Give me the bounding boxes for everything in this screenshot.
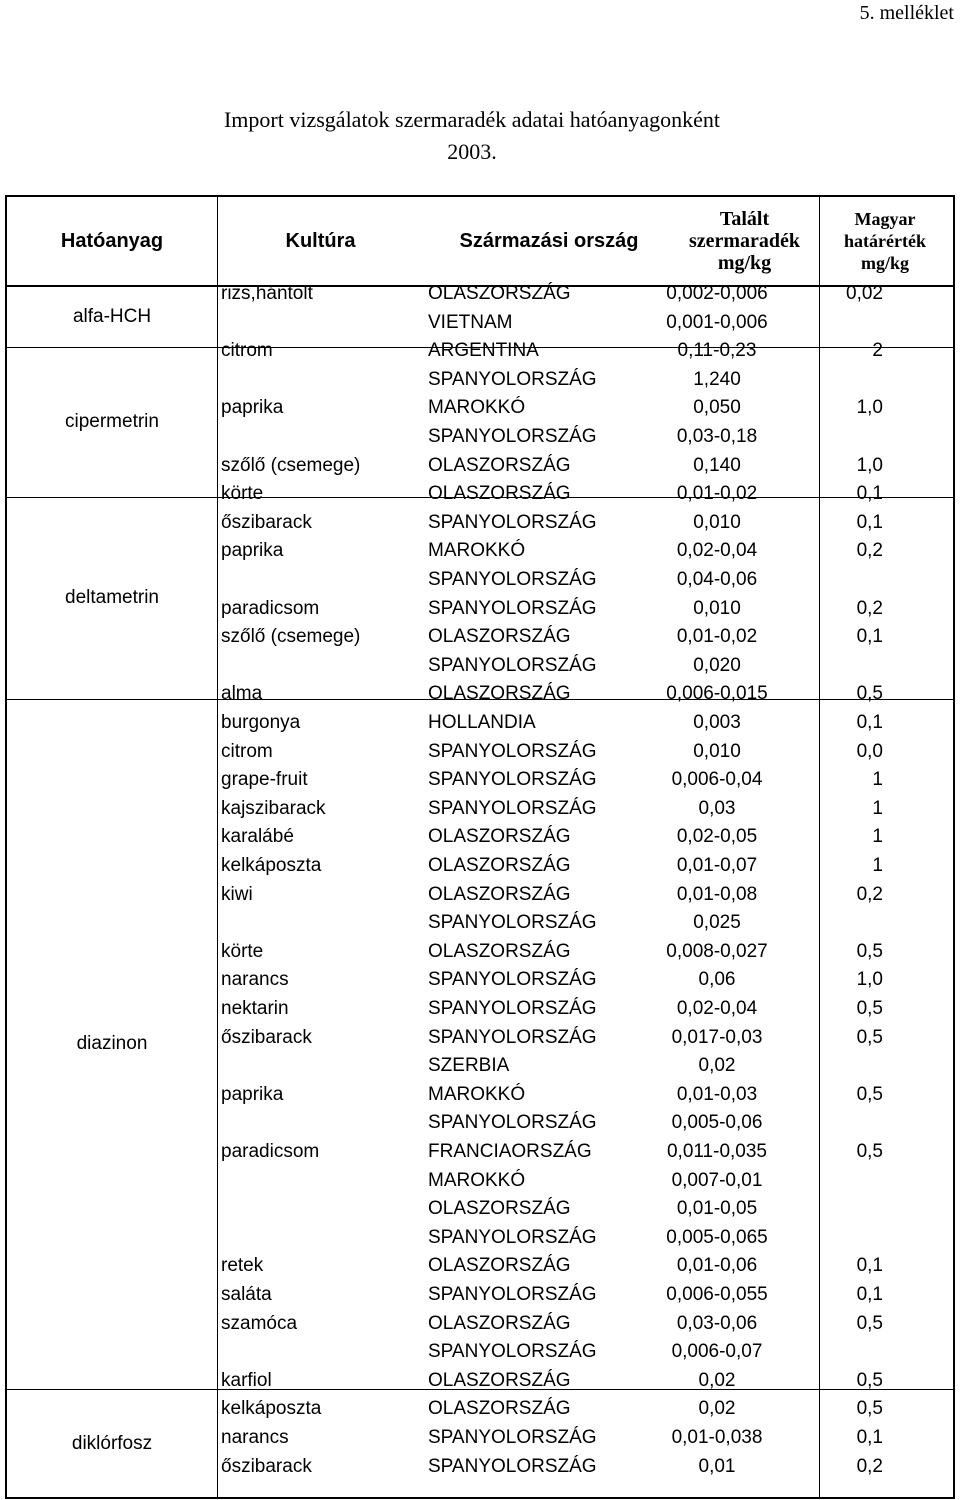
crop-cell: szőlő (csemege) bbox=[221, 454, 361, 476]
residue-cell: 0,010 bbox=[693, 740, 741, 762]
limit-cell: 0,5 bbox=[856, 1141, 883, 1162]
table-row bbox=[7, 365, 953, 394]
crop-cell: körte bbox=[221, 483, 264, 505]
crop-cell: nektarin bbox=[221, 998, 289, 1019]
table-row bbox=[7, 822, 953, 851]
residue-cell: 0,020 bbox=[693, 654, 741, 676]
limit-cell: 0,5 bbox=[856, 1398, 883, 1420]
country-cell: SPANYOLORSZÁG bbox=[428, 569, 597, 590]
crop-cell: őszibarack bbox=[221, 1026, 312, 1048]
residue-cell: 0,01-0,038 bbox=[671, 1427, 763, 1448]
country-cell: OLASZORSZÁG bbox=[428, 826, 571, 848]
residue-cell: 0,01-0,05 bbox=[676, 1198, 758, 1220]
residue-cell: 0,03 bbox=[698, 797, 736, 819]
limit-cell: 0,5 bbox=[856, 940, 883, 962]
residue-cell: 0,01-0,06 bbox=[676, 1255, 758, 1277]
limit-cell: 1 bbox=[872, 797, 883, 819]
crop-cell: körte bbox=[221, 940, 264, 962]
country-cell: OLASZORSZÁG bbox=[428, 626, 571, 648]
country-cell: SPANYOLORSZÁG bbox=[428, 426, 597, 447]
annex-label: 5. melléklet bbox=[859, 2, 954, 24]
table-row bbox=[7, 737, 953, 766]
residue-cell: 0,010 bbox=[693, 597, 741, 619]
country-cell: MAROKKÓ bbox=[428, 1169, 526, 1191]
table-row bbox=[7, 1194, 953, 1223]
table-row bbox=[7, 937, 953, 966]
country-cell: SPANYOLORSZÁG bbox=[428, 1112, 597, 1134]
residue-cell: 0,01 bbox=[698, 1455, 736, 1477]
table-header bbox=[7, 197, 953, 287]
residue-cell: 1,240 bbox=[693, 368, 741, 390]
crop-cell: karfiol bbox=[221, 1369, 272, 1391]
table-row bbox=[7, 594, 953, 623]
crop-cell: retek bbox=[221, 1255, 264, 1277]
country-cell: ARGENTINA bbox=[428, 340, 539, 362]
substance-alfa-hch: alfa-HCH bbox=[72, 306, 152, 327]
substance-cipermetrin: cipermetrin bbox=[65, 411, 159, 432]
limit-cell: 0,2 bbox=[856, 883, 883, 905]
country-cell: OLASZORSZÁG bbox=[428, 1369, 571, 1391]
table-row bbox=[7, 479, 953, 508]
page-title: Import vizsgálatok szermaradék adatai hatóanyagonként bbox=[223, 107, 721, 132]
crop-cell: burgonya bbox=[221, 712, 301, 733]
limit-cell: 0,5 bbox=[856, 1083, 883, 1105]
residue-table bbox=[5, 195, 955, 1499]
residue-cell: 0,01-0,07 bbox=[676, 855, 758, 876]
crop-cell: kelkáposzta bbox=[221, 855, 322, 876]
residue-cell: 0,011-0,035 bbox=[666, 1141, 767, 1162]
substance-deltametrin: deltametrin bbox=[65, 587, 159, 608]
country-cell: SPANYOLORSZÁG bbox=[428, 969, 597, 991]
country-cell: SPANYOLORSZÁG bbox=[428, 1226, 597, 1248]
country-cell: OLASZORSZÁG bbox=[428, 454, 571, 476]
country-cell: SPANYOLORSZÁG bbox=[428, 511, 597, 533]
table-row bbox=[7, 1394, 953, 1423]
residue-cell: 0,006-0,04 bbox=[671, 769, 763, 791]
country-cell: SPANYOLORSZÁG bbox=[428, 368, 597, 390]
residue-cell: 0,003 bbox=[693, 712, 741, 733]
residue-cell: 0,02 bbox=[698, 1398, 736, 1420]
crop-cell: szőlő (csemege) bbox=[221, 626, 361, 648]
residue-cell: 0,02-0,04 bbox=[676, 998, 758, 1019]
residue-cell: 0,01-0,02 bbox=[676, 626, 758, 648]
residue-cell: 0,02-0,05 bbox=[676, 826, 758, 848]
table-row bbox=[7, 1309, 953, 1338]
header-limit-l2: határérték bbox=[844, 231, 926, 251]
residue-cell: 0,02-0,04 bbox=[676, 540, 758, 562]
limit-cell: 1,0 bbox=[856, 969, 883, 991]
table-row bbox=[7, 622, 953, 651]
country-cell: SPANYOLORSZÁG bbox=[428, 1455, 597, 1477]
limit-cell: 1 bbox=[872, 826, 883, 848]
table-row bbox=[7, 1423, 953, 1452]
table-row bbox=[7, 965, 953, 994]
header-limit bbox=[817, 197, 953, 285]
country-cell: SPANYOLORSZÁG bbox=[428, 998, 597, 1019]
table-row bbox=[7, 1452, 953, 1481]
limit-cell: 0,1 bbox=[856, 483, 883, 505]
country-cell: SPANYOLORSZÁG bbox=[428, 912, 597, 934]
country-cell: SPANYOLORSZÁG bbox=[428, 1026, 597, 1048]
country-cell: OLASZORSZÁG bbox=[428, 855, 571, 876]
limit-cell: 0,1 bbox=[856, 712, 883, 733]
residue-cell: 0,017-0,03 bbox=[671, 1026, 763, 1048]
limit-cell: 0,5 bbox=[856, 1026, 883, 1048]
header-limit-l3: mg/kg bbox=[860, 253, 909, 273]
residue-cell: 0,002-0,006 bbox=[666, 283, 768, 304]
country-cell: OLASZORSZÁG bbox=[428, 1312, 571, 1334]
residue-cell: 0,050 bbox=[693, 397, 741, 419]
limit-cell: 0,0 bbox=[856, 740, 883, 762]
residue-cell: 0,02 bbox=[698, 1369, 736, 1391]
limit-cell: 0,5 bbox=[856, 1312, 883, 1334]
country-cell: SPANYOLORSZÁG bbox=[428, 1284, 597, 1305]
crop-cell: citrom bbox=[221, 340, 273, 362]
page-year: 2003. bbox=[447, 139, 497, 164]
crop-cell: kiwi bbox=[221, 883, 253, 905]
country-cell: SPANYOLORSZÁG bbox=[428, 1341, 597, 1363]
table-row bbox=[7, 765, 953, 794]
country-cell: OLASZORSZÁG bbox=[428, 1198, 571, 1220]
header-limit-l1: Magyar bbox=[854, 209, 916, 229]
limit-cell: 0,5 bbox=[856, 1369, 883, 1391]
country-cell: OLASZORSZÁG bbox=[428, 483, 571, 505]
residue-cell: 0,140 bbox=[693, 454, 741, 476]
table-row bbox=[7, 1051, 953, 1080]
crop-cell: paradicsom bbox=[221, 597, 320, 619]
table-row bbox=[7, 679, 953, 708]
country-cell: MAROKKÓ bbox=[428, 397, 526, 419]
country-cell: OLASZORSZÁG bbox=[428, 1398, 571, 1420]
country-cell: MAROKKÓ bbox=[428, 540, 526, 562]
country-cell: OLASZORSZÁG bbox=[428, 283, 571, 304]
header-substance: Hatóanyag bbox=[60, 229, 164, 252]
substance-diazinon: diazinon bbox=[76, 1033, 148, 1054]
residue-cell: 0,005-0,065 bbox=[666, 1226, 768, 1248]
crop-cell: paprika bbox=[221, 397, 284, 419]
table-row bbox=[7, 279, 953, 308]
table-row bbox=[7, 422, 953, 451]
country-cell: SPANYOLORSZÁG bbox=[428, 654, 597, 676]
limit-cell: 1 bbox=[872, 769, 883, 791]
country-cell: SPANYOLORSZÁG bbox=[428, 797, 597, 819]
residue-cell: 0,01-0,03 bbox=[676, 1083, 758, 1105]
table-row bbox=[7, 994, 953, 1023]
header-country: Származási ország bbox=[459, 229, 639, 252]
crop-cell: őszibarack bbox=[221, 1455, 312, 1477]
limit-cell: 0,5 bbox=[856, 998, 883, 1019]
country-cell: SZERBIA bbox=[428, 1055, 510, 1077]
residue-cell: 0,11-0,23 bbox=[677, 340, 757, 362]
crop-cell: citrom bbox=[221, 740, 273, 762]
residue-cell: 0,006-0,07 bbox=[671, 1341, 763, 1363]
country-cell: SPANYOLORSZÁG bbox=[428, 1427, 597, 1448]
header-residue-l2: szermaradék bbox=[688, 230, 801, 252]
residue-cell: 0,02 bbox=[698, 1055, 736, 1077]
limit-cell: 0,2 bbox=[856, 1455, 883, 1477]
table-row bbox=[7, 851, 953, 880]
crop-cell: karalábé bbox=[221, 826, 294, 848]
header-residue bbox=[672, 197, 817, 285]
limit-cell: 0,1 bbox=[856, 511, 883, 533]
limit-cell: 0,1 bbox=[856, 1427, 883, 1448]
limit-cell: 0,1 bbox=[856, 626, 883, 648]
residue-cell: 0,025 bbox=[693, 912, 741, 934]
table-row bbox=[7, 393, 953, 422]
table-row bbox=[7, 1337, 953, 1366]
country-cell: SPANYOLORSZÁG bbox=[428, 597, 597, 619]
crop-cell: paradicsom bbox=[221, 1141, 320, 1162]
table-row bbox=[7, 1137, 953, 1166]
residue-cell: 0,005-0,06 bbox=[671, 1112, 763, 1134]
country-cell: OLASZORSZÁG bbox=[428, 1255, 571, 1277]
crop-cell: szamóca bbox=[221, 1312, 298, 1334]
limit-cell: 0,2 bbox=[856, 597, 883, 619]
table-row bbox=[7, 1366, 953, 1395]
crop-cell: rizs,hántolt bbox=[221, 283, 313, 304]
table-row bbox=[7, 1251, 953, 1280]
residue-cell: 0,03-0,18 bbox=[676, 426, 758, 447]
country-cell: OLASZORSZÁG bbox=[428, 940, 571, 962]
residue-cell: 0,006-0,055 bbox=[666, 1284, 768, 1305]
table-row bbox=[7, 1108, 953, 1137]
limit-cell: 0,1 bbox=[856, 1255, 883, 1277]
table-row bbox=[7, 708, 953, 737]
table-row bbox=[7, 651, 953, 680]
crop-cell: narancs bbox=[221, 1427, 289, 1448]
header-residue-l3: mg/kg bbox=[717, 252, 772, 274]
table-row bbox=[7, 308, 953, 337]
crop-cell: paprika bbox=[221, 1083, 284, 1105]
crop-cell: narancs bbox=[221, 969, 289, 991]
residue-cell: 0,06 bbox=[698, 969, 736, 991]
crop-cell: saláta bbox=[221, 1284, 272, 1305]
table-row bbox=[7, 336, 953, 365]
residue-cell: 0,01-0,02 bbox=[676, 483, 758, 505]
country-cell: MAROKKÓ bbox=[428, 1083, 526, 1105]
crop-cell: kajszibarack bbox=[221, 797, 326, 819]
table-row bbox=[7, 908, 953, 937]
table-row bbox=[7, 1023, 953, 1052]
residue-cell: 0,04-0,06 bbox=[676, 569, 758, 590]
residue-cell: 0,01-0,08 bbox=[676, 883, 758, 905]
crop-cell: őszibarack bbox=[221, 511, 312, 533]
substance-diklorfosz: diklórfosz bbox=[71, 1433, 153, 1454]
residue-cell: 0,03-0,06 bbox=[676, 1312, 758, 1334]
country-cell: OLASZORSZÁG bbox=[428, 683, 571, 705]
limit-cell: 0,5 bbox=[856, 683, 883, 705]
country-cell: SPANYOLORSZÁG bbox=[428, 769, 597, 791]
table-row bbox=[7, 1280, 953, 1309]
crop-cell: alma bbox=[221, 683, 263, 705]
residue-cell: 0,008-0,027 bbox=[666, 940, 768, 962]
limit-cell: 0,2 bbox=[856, 540, 883, 562]
table-row bbox=[7, 508, 953, 537]
table-row bbox=[7, 1223, 953, 1252]
table-row bbox=[7, 565, 953, 594]
country-cell: VIETNAM bbox=[428, 311, 513, 333]
country-cell: HOLLANDIA bbox=[428, 712, 536, 733]
residue-cell: 0,007-0,01 bbox=[671, 1169, 763, 1191]
crop-cell: grape-fruit bbox=[221, 769, 308, 791]
header-residue-l1: Talált bbox=[719, 208, 770, 230]
crop-cell: kelkáposzta bbox=[221, 1398, 322, 1420]
table-row bbox=[7, 1080, 953, 1109]
residue-cell: 0,006-0,015 bbox=[666, 683, 768, 705]
table-row bbox=[7, 880, 953, 909]
country-cell: SPANYOLORSZÁG bbox=[428, 740, 597, 762]
header-crop: Kultúra bbox=[285, 229, 356, 252]
table-row bbox=[7, 1166, 953, 1195]
country-cell: FRANCIAORSZÁG bbox=[428, 1141, 592, 1162]
residue-cell: 0,001-0,006 bbox=[666, 311, 768, 333]
residue-cell: 0,010 bbox=[693, 511, 741, 533]
limit-cell: 0,1 bbox=[856, 1284, 883, 1305]
limit-cell: 1,0 bbox=[856, 397, 883, 419]
limit-cell: 1,0 bbox=[856, 454, 883, 476]
table-row bbox=[7, 451, 953, 480]
country-cell: OLASZORSZÁG bbox=[428, 883, 571, 905]
limit-cell: 0,02 bbox=[846, 283, 883, 304]
limit-cell: 1 bbox=[872, 855, 883, 876]
table-row bbox=[7, 794, 953, 823]
table-row bbox=[7, 536, 953, 565]
crop-cell: paprika bbox=[221, 540, 284, 562]
limit-cell: 2 bbox=[872, 340, 883, 362]
